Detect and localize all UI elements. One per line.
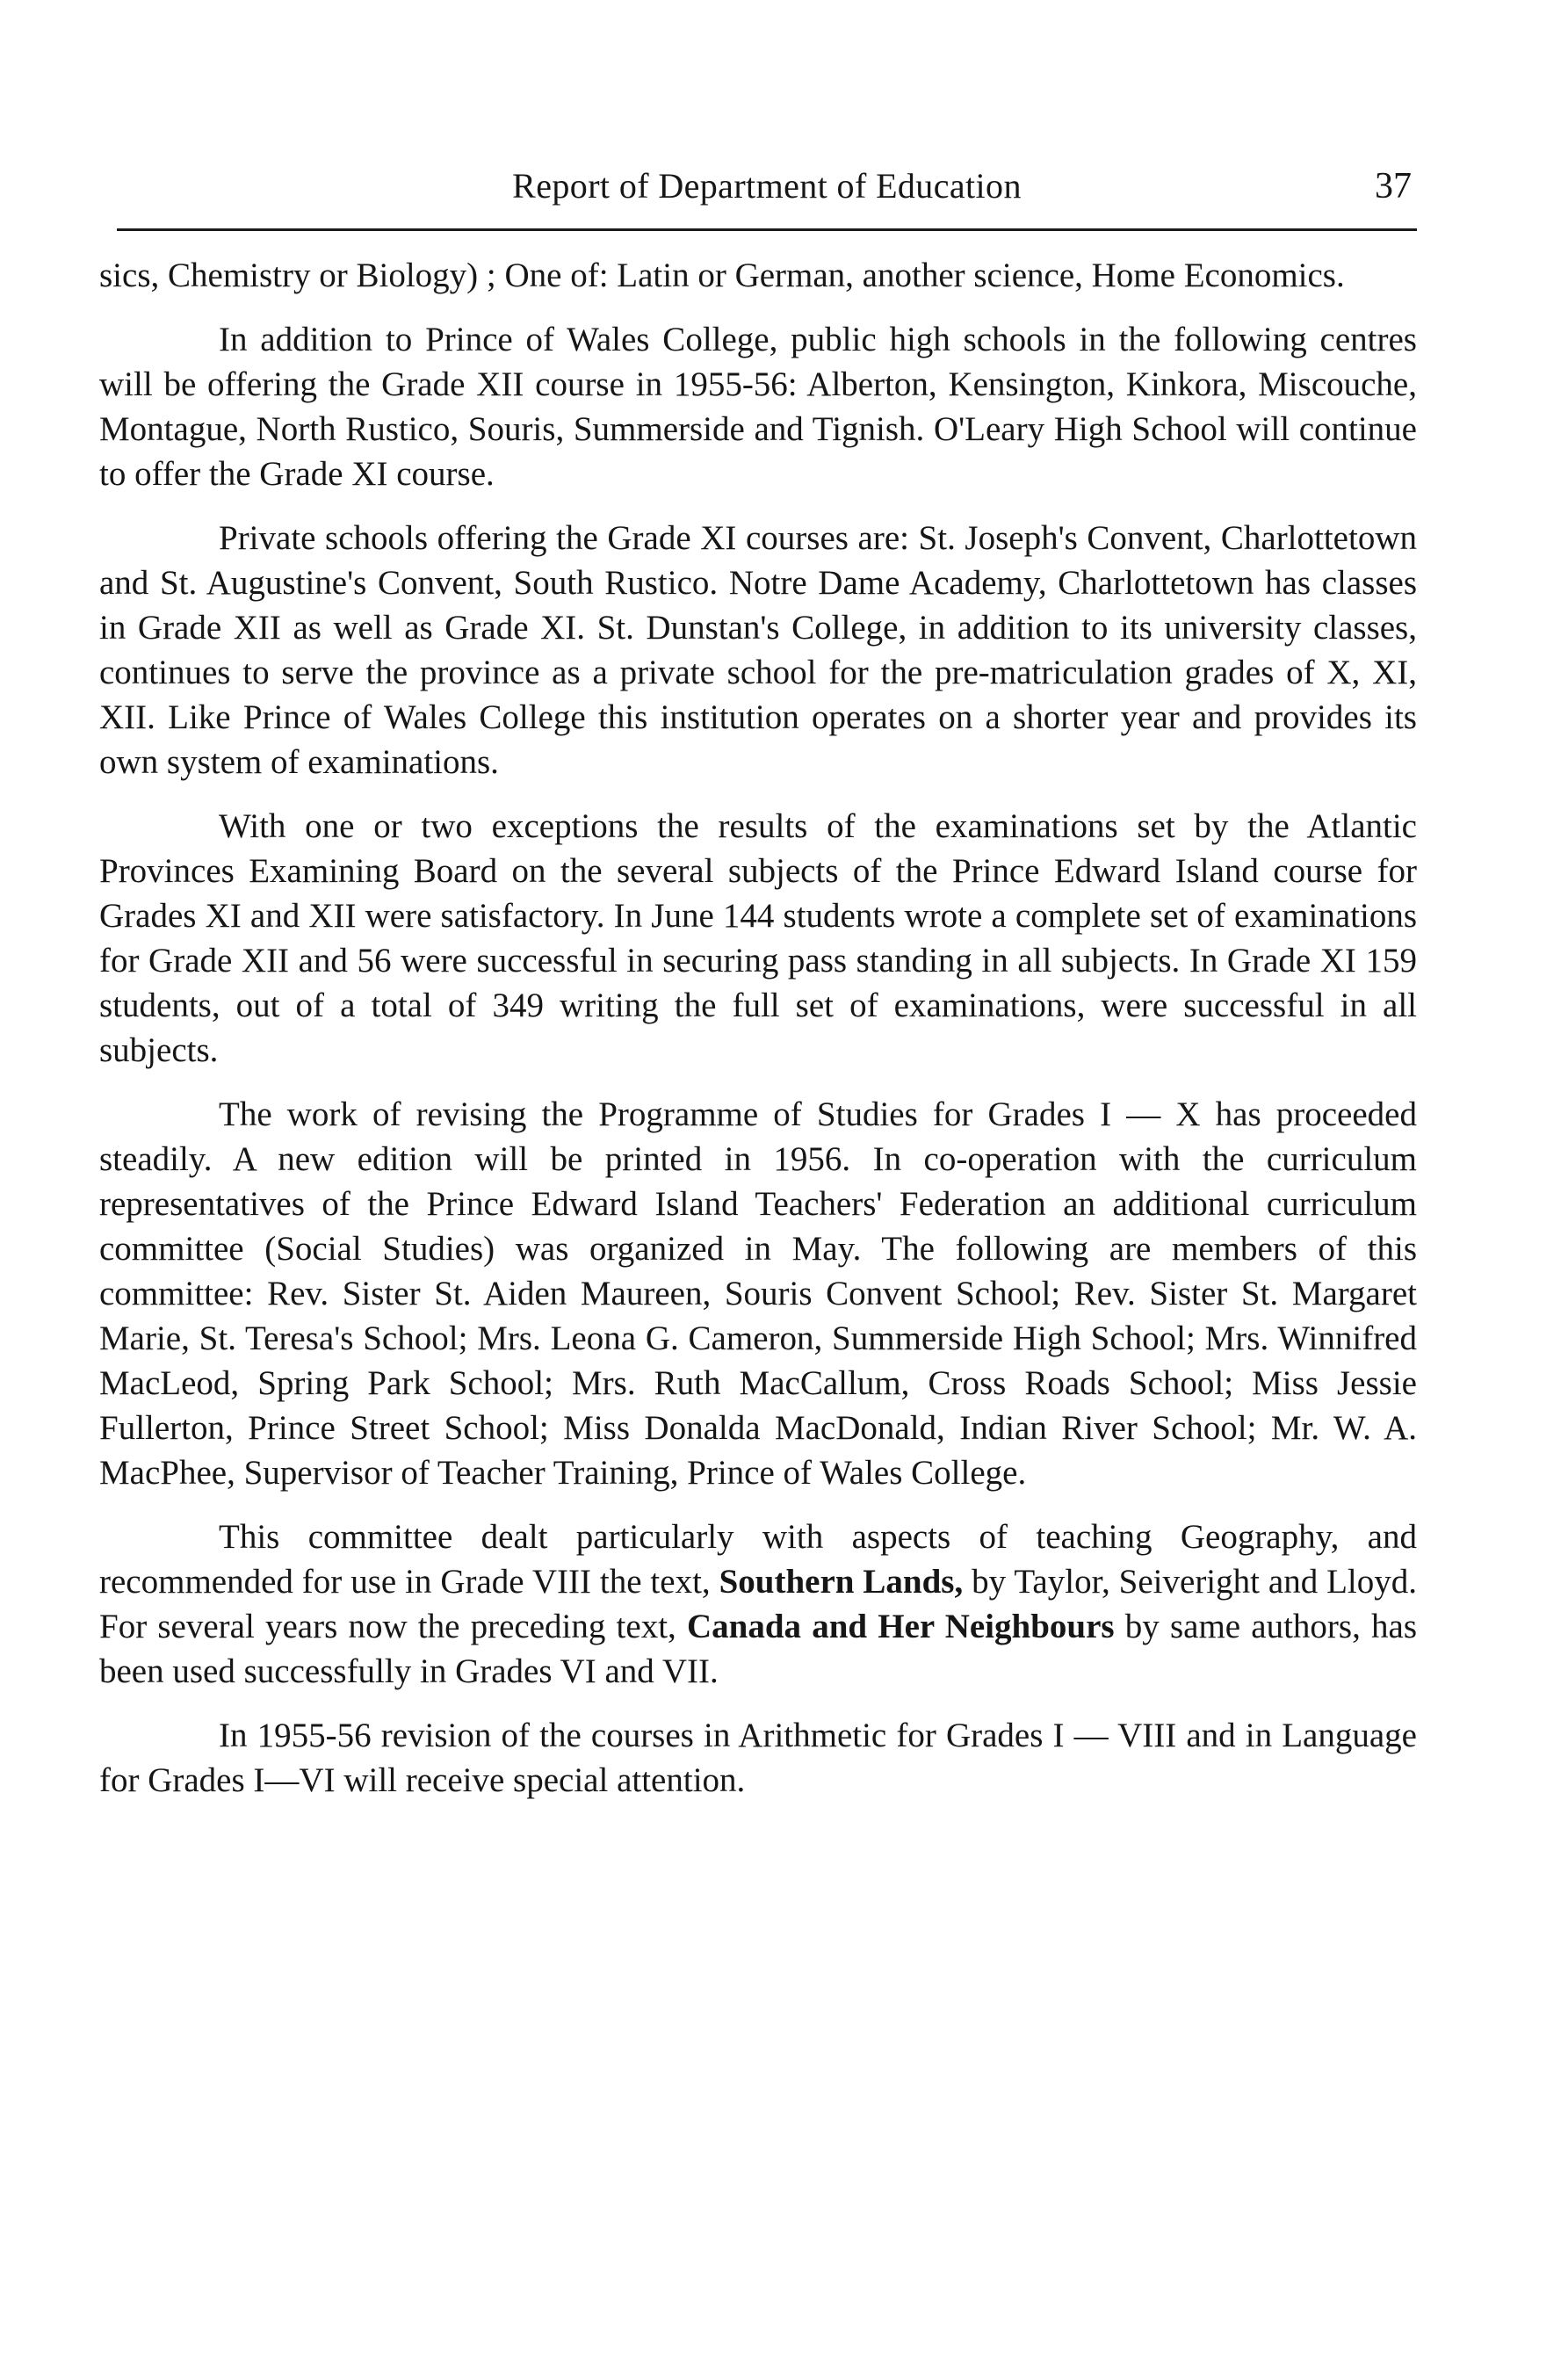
page-header — [117, 165, 1417, 231]
paragraph-high-schools: In addition to Prince of Wales College, public high schools in the following centres will be offering the Grade XII course in 1955-56: Alberton, Kensington, Kinkora, Miscouche, Montague, North Rustico, Souris, Summerside and Tignish. O'Leary High School will continue to offer the Grade XI course. — [99, 321, 1417, 493]
paragraph-programme-revision: The work of revising the Programme of Studies for Grades I — X has proceeded steadily. A new edition will be printed in 1956. In co-operation with the curriculum representatives of the Prince Edward Island Teachers' Federation an additional curriculum committee (Social Studies) was organized in May. The following are members of this committee: Rev. Sister St. Aiden Maureen, Souris Convent School; Rev. Sister St. Margaret Marie, St. Teresa's School; Mrs. Leona G. Cameron, Summerside High School; Mrs. Winnifred MacLeod, Spring Park School; Mrs. Ruth MacCallum, Cross Roads School; Miss Jessie Fullerton, Prince Street School; Miss Donalda MacDonald, Indian River School; Mr. W. A. MacPhee, Supervisor of Teacher Training, Prince of Wales College. — [99, 1095, 1417, 1492]
paragraph-continuation: sics, Chemistry or Biology) ; One of: Latin or German, another science, Home Economics. — [99, 257, 1345, 294]
paragraph-private-schools: Private schools offering the Grade XI courses are: St. Joseph's Convent, Charlottetown and St. Augustine's Convent, South Rustico. Notre Dame Academy, Charlottetown has classes in Grade XII as well as Grade XI. St. Dunstan's College, in addition to its university classes, continues to serve the province as a private school for the pre-matriculation grades of X, XI, XII. Like Prince of Wales College this institution operates on a shorter year and provides its own system of examinations. — [99, 519, 1417, 781]
paragraph-committee-texts — [99, 1515, 1417, 1694]
body-text — [99, 253, 1417, 1822]
text-segment: by Taylor, Seiveright and Lloyd. For several years now the preceding text, — [99, 1563, 1418, 1645]
book-title-southern-lands: Southern Lands, — [719, 1563, 964, 1601]
page-number: 37 — [1375, 166, 1412, 206]
book-title-canada-neighbours: Canada and Her Neighbours — [686, 1608, 1115, 1645]
text-segment: This committee dealt particularly with aspects of teaching Geography, and recommended for use in Grade VIII the text, — [99, 1518, 1417, 1601]
paragraph-future-revision: In 1955-56 revision of the courses in Arithmetic for Grades I — VIII and in Language for Grades I—VI will receive special attention. — [99, 1717, 1417, 1799]
paragraph-examination-results: With one or two exceptions the results of the examinations set by the Atlantic Provinces Examining Board on the several subjects of the Prince Edward Island course for Grades XI and XII were satisfactory. In June 144 students wrote a complete set of examinations for Grade XII and 56 were successful in securing pass standing in all subjects. In Grade XI 159 students, out of a total of 349 writing the full set of examinations, were successful in all subjects. — [99, 807, 1417, 1069]
running-title: Report of Department of Education — [512, 166, 1022, 206]
text-segment: by same authors, has been used successfully in Grades VI and VII. — [99, 1608, 1418, 1690]
